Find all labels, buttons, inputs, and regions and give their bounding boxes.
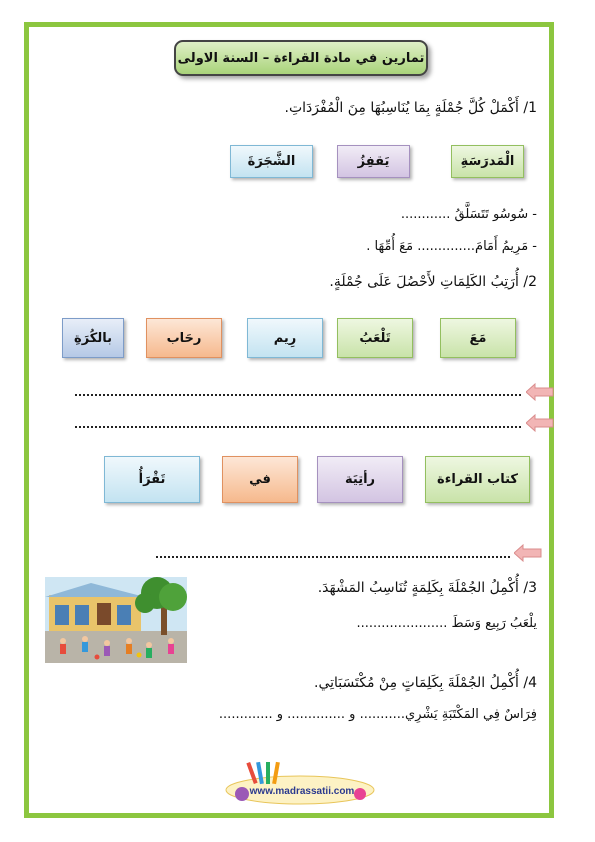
exercise-4-instruction: 4/ أُكْمِلُ الجُمْلَةَ بِكَلِمَاتٍ مِنْ مُكْتَسَبَاتِي. xyxy=(314,675,537,691)
word-card-reading-book: كتاب القراءة xyxy=(425,456,530,503)
svg-text:www.madrassatii.com: www.madrassatii.com xyxy=(249,786,355,797)
exercise-1-sentence-2: - مَرِيمُ أَمَامَ.............. مَعَ أُمِّهَا . xyxy=(366,239,537,254)
left-arrow-icon xyxy=(514,544,542,562)
left-arrow-icon xyxy=(526,414,554,432)
word-card-plays: تَلْعَبُ xyxy=(337,318,413,358)
exercise-2-instruction: 2/ أُرَتِبُ الكَلِمَاتِ لأَحْصُلَ عَلَى جُمْلَةٍ. xyxy=(329,274,537,290)
word-card-in: في xyxy=(222,456,298,503)
answer-line-2 xyxy=(75,426,521,428)
word-card-reads: تَقْرَأُ xyxy=(104,456,200,503)
word-card-with-ball: بالكُرَةِ xyxy=(62,318,124,358)
word-card-with: مَعَ xyxy=(440,318,516,358)
word-card-rihab: رحَاب xyxy=(146,318,222,358)
answer-line-3 xyxy=(156,556,510,558)
schoolyard-illustration xyxy=(45,577,187,663)
exercise-1-instruction: 1/ أَكْمَلْ كُلَّ جُمْلَةٍ بِمَا يُنَاسِبُهَا مِنَ الْمُفْرَدَاتِ. xyxy=(284,100,537,116)
word-card-jumps: يَقفِزُ xyxy=(337,145,410,178)
exercise-4-sentence: فِرَاسٌ فِي المَكْتَبَةِ يَشْرِي........... و .............. و ............. xyxy=(218,707,537,722)
exercise-3-sentence: يلْعَبُ رَبِيع وَسَطَ ...................... xyxy=(356,616,537,631)
madrassatii-logo xyxy=(220,760,380,808)
word-card-ratiya: رأتِيَة xyxy=(317,456,403,503)
left-arrow-icon xyxy=(526,383,554,401)
answer-line-1 xyxy=(75,394,521,396)
exercise-1-sentence-1: - سُوسُو تَتَسَلَّقُ ............ xyxy=(400,207,537,222)
word-card-rim: رِيم xyxy=(247,318,323,358)
worksheet-title: تمارين في مادة القراءة – السنة الاولى xyxy=(174,40,428,76)
exercise-3-instruction: 3/ أُكْمِلُ الجُمْلَةَ بِكَلِمَةٍ تُنَاسِبُ المَشْهَدَ. xyxy=(317,580,537,596)
page-border xyxy=(24,22,554,818)
word-card-school: الْمَدرَسَةِ xyxy=(451,145,524,178)
word-card-tree: الشَّجَرَةَ xyxy=(230,145,313,178)
